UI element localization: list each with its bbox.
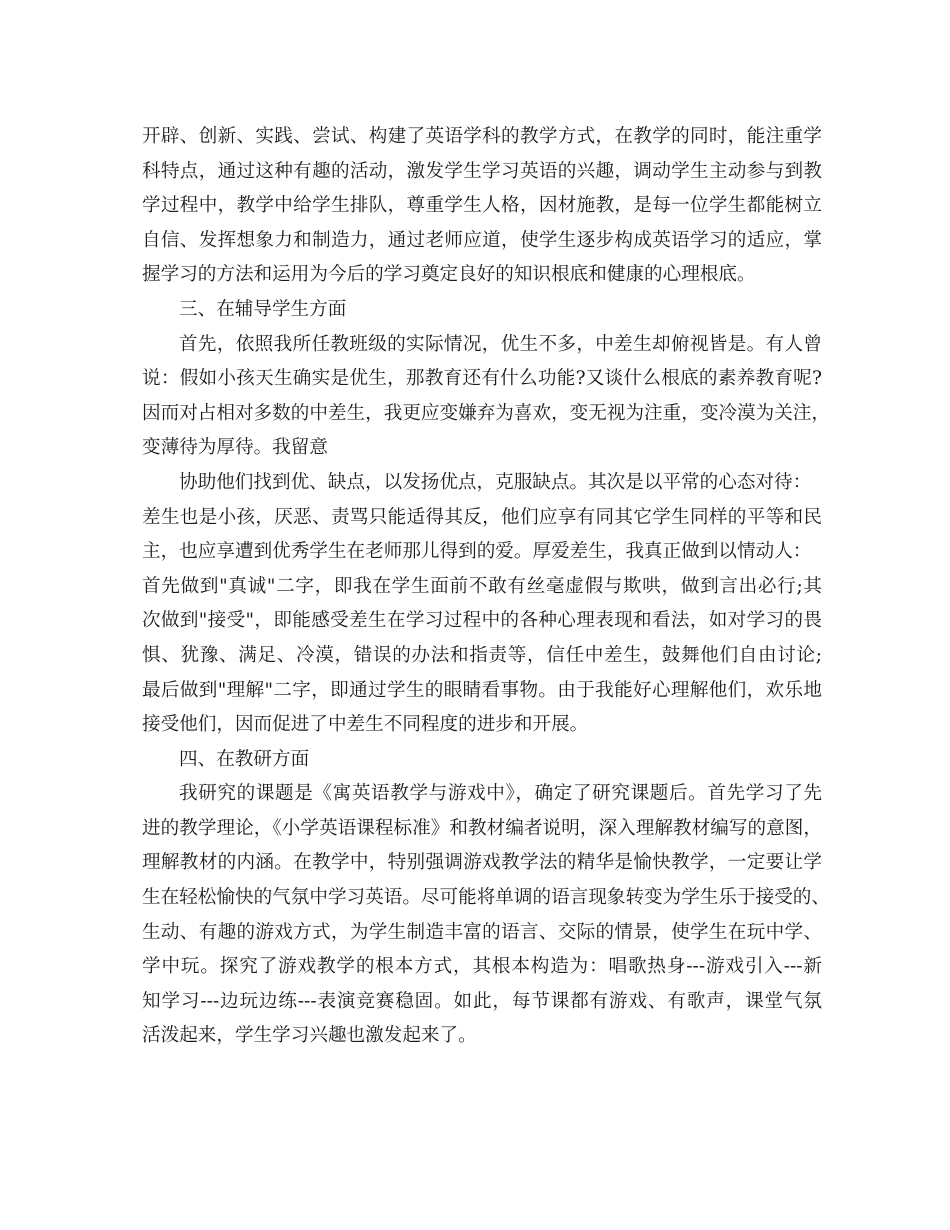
text-line: 生在轻松愉快的气氛中学习英语。尽可能将单调的语言现象转变为学生乐于接受的、 [142, 887, 830, 909]
text-line: 变薄待为厚待。我留意 [142, 437, 328, 459]
text-line: 首先，依照我所任教班级的实际情况，优生不多，中差生却俯视皆是。有人曾 [179, 333, 822, 355]
text-line: 因而对占相对多数的中差生，我更应变嫌弃为喜欢，变无视为注重，变冷漠为关注， [142, 402, 830, 424]
text-line: 最后做到"理解"二字，即通过学生的眼睛看事物。由于我能好心理解他们，欢乐地 [142, 679, 822, 701]
text-line: 差生也是小孩，厌恶、责骂只能适得其反，他们应享有同其它学生同样的平等和民 [142, 506, 822, 528]
text-line: 活泼起来，学生学习兴趣也激发起来了。 [142, 1025, 477, 1047]
text-line: 学中玩。探究了游戏教学的根本方式，其根本构造为：唱歌热身---游戏引入---新 [142, 956, 822, 978]
text-line: 主，也应享遭到优秀学生在老师那儿得到的爱。厚爱差生，我真正做到以情动人： [142, 541, 812, 563]
text-line: 首先做到"真诚"二字，即我在学生面前不敢有丝毫虚假与欺哄，做到言出必行;其 [142, 575, 822, 597]
text-line: 三、在辅导学生方面 [179, 298, 347, 320]
text-line: 科特点，通过这种有趣的活动，激发学生学习英语的兴趣，调动学生主动参与到教 [142, 160, 822, 182]
text-line: 开辟、创新、实践、尝试、构建了英语学科的教学方式，在教学的同时，能注重学 [142, 126, 822, 147]
text-line: 生动、有趣的游戏方式，为学生制造丰富的语言、交际的情景，使学生在玩中学、 [142, 921, 822, 943]
text-line: 进的教学理论，《小学英语课程标准》和教材编者说明，深入理解教材编写的意图， [142, 817, 822, 839]
text-line: 次做到"接受"，即能感受差生在学习过程中的各种心理表现和看法，如对学习的畏 [142, 610, 822, 632]
text-line: 惧、犹豫、满足、冷漠，错误的办法和指责等，信任中差生，鼓舞他们自由讨论; [142, 644, 822, 666]
text-line: 理解教材的内涵。在教学中，特别强调游戏教学法的精华是愉快教学，一定要让学 [142, 852, 822, 874]
text-line: 我研究的课题是《寓英语教学与游戏中》，确定了研究课题后。首先学习了先 [179, 783, 822, 805]
text-line: 接受他们，因而促进了中差生不同程度的进步和开展。 [142, 714, 589, 736]
text-line: 协助他们找到优、缺点，以发扬优点，克服缺点。其次是以平常的心态对待： [179, 471, 812, 493]
text-line: 知学习---边玩边练---表演竞赛稳固。如此，每节课都有游戏、有歌声，课堂气氛 [142, 990, 822, 1012]
text-line: 学过程中，教学中给学生排队，尊重学生人格，因材施教，是每一位学生都能树立 [142, 195, 822, 217]
text-line: 说：假如小孩天生确实是优生，那教育还有什么功能?又谈什么根底的素养教育呢? [142, 368, 822, 390]
text-line: 握学习的方法和运用为今后的学习奠定良好的知识根底和健康的心理根底。 [142, 264, 756, 286]
document-body [142, 120, 830, 1054]
text-line: 四、在教研方面 [179, 748, 310, 770]
text-line: 自信、发挥想象力和制造力，通过老师应道，使学生逐步构成英语学习的适应，掌 [142, 229, 822, 251]
